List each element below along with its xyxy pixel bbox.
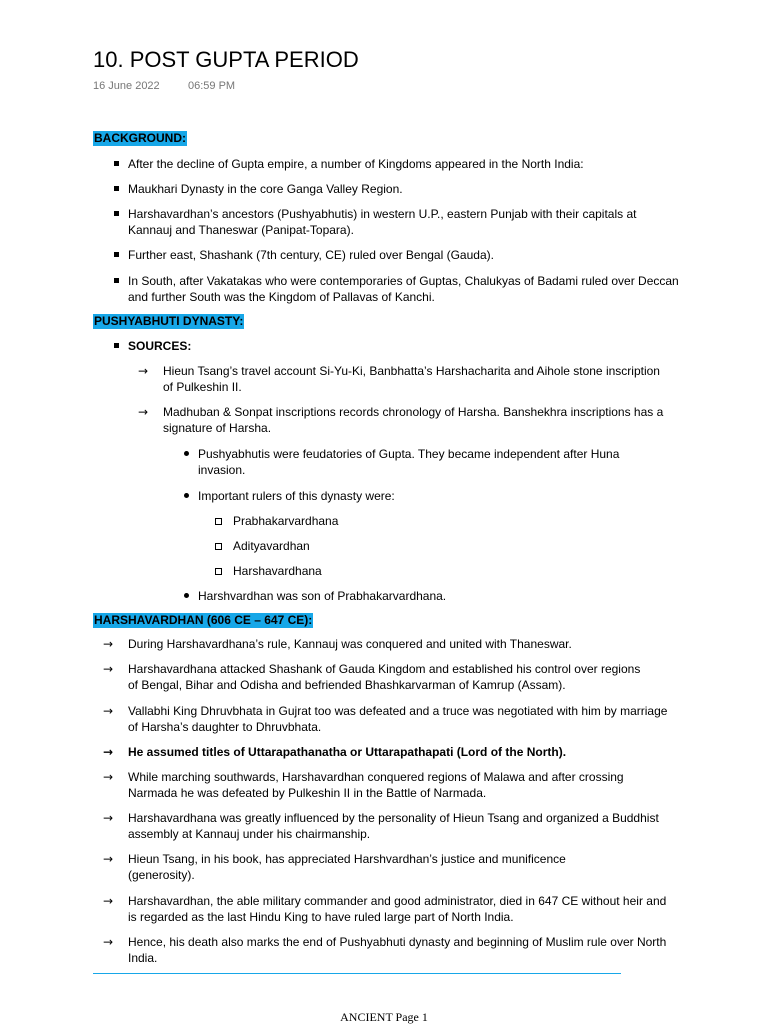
section-heading-harshavardhan: HARSHAVARDHAN (606 CE – 647 CE): xyxy=(94,613,313,627)
arrow-bullet-icon: → xyxy=(103,935,114,949)
list-item: → Harshavardhana attacked Shashank of Gauda Kingdom and established his control over regions of Bengal, Bihar and Odisha and befriended Bhashkarvarman of Kamrup (Assam). xyxy=(103,662,641,692)
list-item: Important rulers of this dynasty were: xyxy=(198,488,668,504)
note-date: 16 June 2022 xyxy=(93,80,160,92)
list-item: Prabhakarvardhana xyxy=(233,513,533,529)
square-bullet-icon xyxy=(114,278,119,283)
divider xyxy=(93,973,621,974)
hollow-square-bullet-icon xyxy=(215,518,222,525)
list-item: → Madhuban & Sonpat inscriptions records chronology of Harsha. Banshekhra inscriptions has a signature of Harsha. xyxy=(138,405,664,435)
square-bullet-icon xyxy=(114,211,119,216)
round-bullet-icon xyxy=(184,593,189,598)
arrow-bullet-icon: → xyxy=(103,894,114,908)
list-item: → During Harshavardhana’s rule, Kannauj was conquered and united with Thaneswar. xyxy=(103,637,572,651)
section-heading-background: BACKGROUND: xyxy=(94,131,186,145)
hollow-square-bullet-icon xyxy=(215,543,222,550)
arrow-bullet-icon: → xyxy=(103,662,114,676)
hollow-square-bullet-icon xyxy=(215,568,222,575)
list-item: In South, after Vakatakas who were contemporaries of Guptas, Chalukyas of Badami ruled over Deccan and further South was the Kingdom of Pallavas of Kanchi. xyxy=(128,273,683,305)
square-bullet-icon xyxy=(114,343,119,348)
list-item: Harshavardhana xyxy=(233,563,533,579)
list-item: → Hieun Tsang’s travel account Si-Yu-Ki, Banbhatta’s Harshacharita and Aihole stone inscription of Pulkeshin II. xyxy=(138,364,660,394)
arrow-bullet-icon: → xyxy=(103,637,114,651)
list-item: Pushyabhutis were feudatories of Gupta. They became independent after Huna invasion. xyxy=(198,446,668,478)
list-item: Harshavardhan’s ancestors (Pushyabhutis) in western U.P., eastern Punjab with their capitals at Kannauj and Thaneswar (Panipat-Topara). xyxy=(128,206,673,238)
list-item: → Hence, his death also marks the end of Pushyabhuti dynasty and beginning of Muslim rule over North India. xyxy=(103,935,667,965)
list-item: Further east, Shashank (7th century, CE) ruled over Bengal (Gauda). xyxy=(128,247,688,263)
arrow-bullet-icon: → xyxy=(103,770,114,784)
arrow-bullet-icon: → xyxy=(138,364,149,378)
list-item: → Harshavardhan, the able military commander and good administrator, died in 647 CE without heir and is regarded as the last Hindu King to have ruled large part of North India. xyxy=(103,894,667,924)
list-item: → Harshavardhana was greatly influenced by the personality of Hieun Tsang and organized a Buddhist assembly at Kannauj under his chairmanship. xyxy=(103,811,659,841)
round-bullet-icon xyxy=(184,451,189,456)
arrow-bullet-icon: → xyxy=(103,704,114,718)
list-item: Maukhari Dynasty in the core Ganga Valley Region. xyxy=(128,181,688,197)
section-heading-pushyabhuti: PUSHYABHUTI DYNASTY: xyxy=(94,314,244,328)
arrow-bullet-icon: → xyxy=(138,405,149,419)
list-item: → Hieun Tsang, in his book, has appreciated Harshvardhan’s justice and munificence (generosity). xyxy=(103,852,566,882)
page-footer: ANCIENT Page 1 xyxy=(340,1010,428,1024)
page-title: 10. POST GUPTA PERIOD xyxy=(93,47,359,72)
round-bullet-icon xyxy=(184,493,189,498)
list-item: After the decline of Gupta empire, a number of Kingdoms appeared in the North India: xyxy=(128,156,688,172)
arrow-bullet-icon: → xyxy=(103,811,114,825)
note-time: 06:59 PM xyxy=(188,80,236,92)
square-bullet-icon xyxy=(114,252,119,257)
list-item-sources: SOURCES: xyxy=(128,338,428,354)
list-item: → While marching southwards, Harshavardhan conquered regions of Malawa and after crossing Narmada he was defeated by Pulkeshin II in the Battle of Narmada. xyxy=(103,770,624,800)
square-bullet-icon xyxy=(114,161,119,166)
list-item: Harshvardhan was son of Prabhakarvardhana. xyxy=(198,588,668,604)
list-item: → He assumed titles of Uttarapathanatha or Uttarapathapati (Lord of the North). xyxy=(103,745,567,759)
square-bullet-icon xyxy=(114,186,119,191)
arrow-bullet-icon: → xyxy=(103,852,114,866)
list-item: Adityavardhan xyxy=(233,538,533,554)
list-item: → Vallabhi King Dhruvbhata in Gujrat too was defeated and a truce was negotiated with him by marriage of Harsha’s daughter to Dhruvbhata. xyxy=(103,704,668,734)
arrow-bullet-icon: → xyxy=(103,745,114,759)
